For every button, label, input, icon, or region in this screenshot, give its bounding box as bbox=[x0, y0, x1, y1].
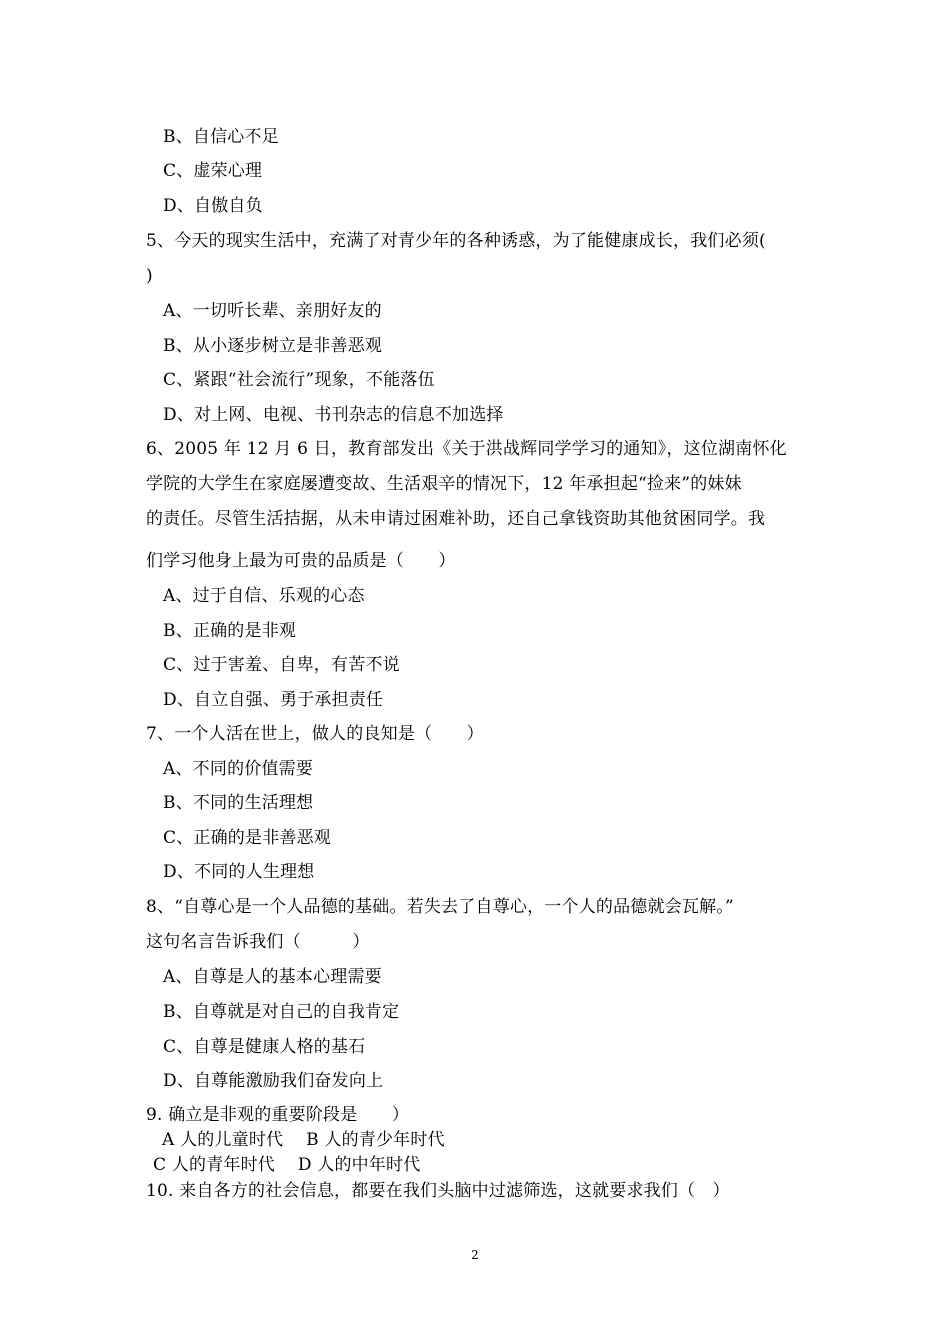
option-d-q8: D、自尊能激励我们奋发向上 bbox=[163, 1071, 384, 1091]
option-d-q6: D、自立自强、勇于承担责任 bbox=[163, 690, 384, 710]
question-10: 10. 来自各方的社会信息，都要在我们头脑中过滤筛选，这就要求我们（ ） bbox=[146, 1181, 730, 1201]
question-6-line-4: 们学习他身上最为可贵的品质是（ ） bbox=[146, 551, 456, 571]
question-5-continued: ) bbox=[146, 266, 153, 286]
question-6-line-2: 学院的大学生在家庭屡遭变故、生活艰辛的情况下，12 年承担起“捡来”的妹妹 bbox=[146, 474, 742, 494]
option-d-q4: D、自傲自负 bbox=[163, 196, 263, 216]
option-b-q8: B、自尊就是对自己的自我肯定 bbox=[163, 1002, 400, 1022]
option-a-q5: A、一切听长辈、亲朋好友的 bbox=[163, 301, 382, 321]
option-d-q7: D、不同的人生理想 bbox=[163, 862, 315, 882]
option-b-q6: B、正确的是非观 bbox=[163, 621, 297, 641]
option-c-q4: C、虚荣心理 bbox=[163, 161, 263, 181]
question-7: 7、一个人活在世上，做人的良知是（ ） bbox=[146, 724, 484, 744]
options-cd-q9: C 人的青年时代 D 人的中年时代 bbox=[153, 1155, 421, 1175]
question-8: 8、“自尊心是一个人品德的基础。若失去了自尊心，一个人的品德就会瓦解。” bbox=[146, 897, 734, 917]
option-a-q8: A、自尊是人的基本心理需要 bbox=[163, 967, 382, 987]
option-c-q8: C、自尊是健康人格的基石 bbox=[163, 1037, 366, 1057]
option-a-q6: A、过于自信、乐观的心态 bbox=[163, 586, 365, 606]
question-6-line-3: 的责任。尽管生活拮据，从未申请过困难补助，还自己拿钱资助其他贫困同学。我 bbox=[146, 509, 766, 529]
question-6: 6、2005 年 12 月 6 日，教育部发出《关于洪战辉同学学习的通知》，这位湖南怀化 bbox=[146, 439, 787, 459]
question-9: 9. 确立是非观的重要阶段是 ） bbox=[146, 1105, 410, 1125]
option-b-q7: B、不同的生活理想 bbox=[163, 793, 314, 813]
question-8-line-2: 这句名言告诉我们（ ） bbox=[146, 932, 370, 952]
option-b-q4: B、自信心不足 bbox=[163, 127, 279, 147]
question-5: 5、今天的现实生活中，充满了对青少年的各种诱惑，为了能健康成长，我们必须( bbox=[146, 231, 766, 251]
option-c-q5: C、紧跟“社会流行”现象，不能落伍 bbox=[163, 370, 435, 390]
option-c-q7: C、正确的是非善恶观 bbox=[163, 828, 332, 848]
option-d-q5: D、对上网、电视、书刊杂志的信息不加选择 bbox=[163, 405, 504, 425]
option-b-q5: B、从小逐步树立是非善恶观 bbox=[163, 336, 383, 356]
option-c-q6: C、过于害羞、自卑，有苦不说 bbox=[163, 655, 400, 675]
option-a-q7: A、不同的价值需要 bbox=[163, 759, 314, 779]
page-number: 2 bbox=[471, 1248, 479, 1262]
options-ab-q9: A 人的儿童时代 B 人的青少年时代 bbox=[162, 1130, 445, 1150]
